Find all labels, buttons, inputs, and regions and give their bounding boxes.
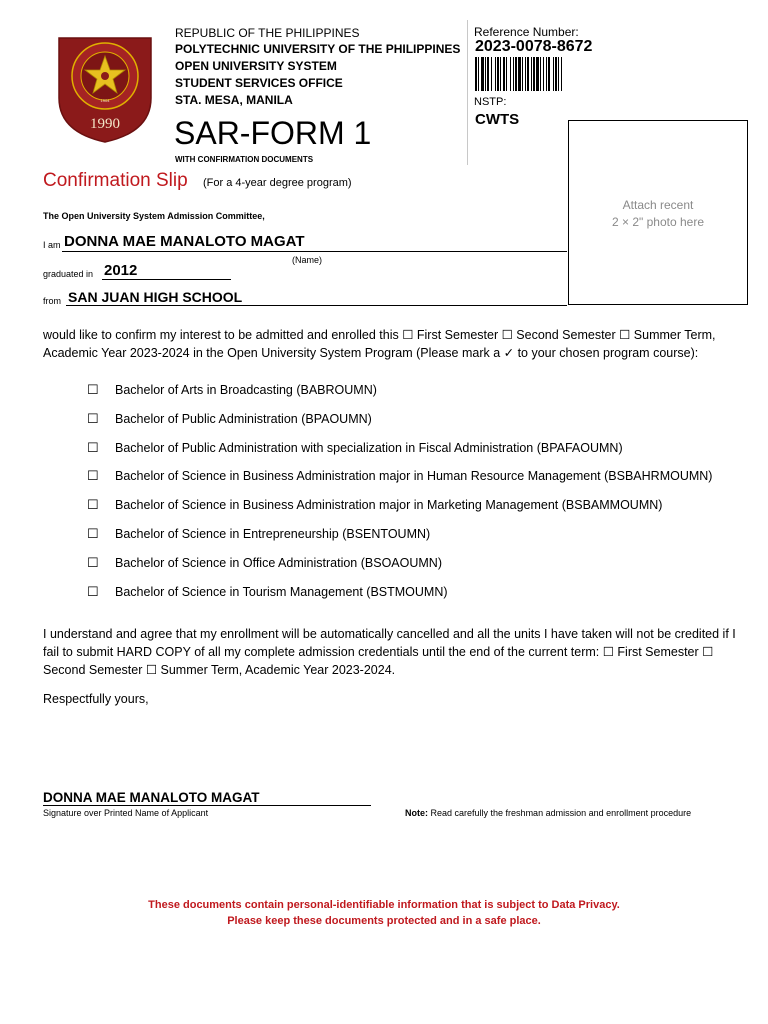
university-seal xyxy=(57,36,153,144)
name-caption: (Name) xyxy=(292,255,323,265)
note-text: Read carefully the freshman admission and enrollment procedure xyxy=(430,808,692,818)
barcode-bar xyxy=(518,57,521,91)
barcode-bar xyxy=(506,57,507,91)
procedure-note xyxy=(405,808,691,818)
barcode-bar xyxy=(555,57,557,91)
barcode-bar xyxy=(503,57,505,91)
course-label: Bachelor of Science in Entrepreneurship (BSENTOUMN) xyxy=(115,526,431,541)
course-option[interactable] xyxy=(87,582,757,611)
signature-name: DONNA MAE MANALOTO MAGAT xyxy=(43,790,260,805)
barcode-bar xyxy=(515,57,517,91)
confirmation-slip-title: Confirmation Slip xyxy=(43,170,188,191)
note-label: Note: xyxy=(405,808,428,818)
checkbox-icon[interactable]: ☐ xyxy=(87,439,99,455)
from-label: from xyxy=(43,296,61,306)
checkbox-icon[interactable]: ☐ xyxy=(87,382,99,397)
course-option[interactable] xyxy=(87,466,757,495)
course-option[interactable] xyxy=(87,495,757,524)
nstp-label: NSTP: xyxy=(474,96,507,108)
checkbox-icon[interactable]: ☐ xyxy=(87,525,99,541)
header-divider xyxy=(467,20,468,165)
barcode-bar xyxy=(487,57,489,91)
course-label: Bachelor of Science in Business Administration major in Marketing Management (BSBAMMOUMN) xyxy=(115,498,663,513)
signature-line xyxy=(43,805,371,806)
barcode-bar xyxy=(510,57,511,91)
photo-instruction-line2: 2 × 2" photo here xyxy=(612,215,704,229)
graduated-line xyxy=(102,279,231,280)
committee-salutation: The Open University System Admission Committee, xyxy=(43,211,265,221)
header-system: OPEN UNIVERSITY SYSTEM xyxy=(175,59,337,73)
course-label: Bachelor of Science in Tourism Management (BSTMOUMN) xyxy=(115,584,448,599)
course-option[interactable] xyxy=(87,438,757,467)
header-office: STUDENT SERVICES OFFICE xyxy=(175,76,343,90)
agreement-paragraph: I understand and agree that my enrollment will be automatically cancelled and all the units I have taken will not be credited if I fail to submit HARD COPY of all my complete admission credentials until the end of the current term: ☐ First Semester ☐ Second Semester ☐ Summer Term, Academic Year 2023-2024. xyxy=(43,627,736,677)
barcode-bar xyxy=(548,57,550,91)
barcode-bar xyxy=(497,57,499,91)
checkbox-icon[interactable]: ☐ xyxy=(87,583,99,599)
barcode-bar xyxy=(540,57,541,91)
barcode-bar xyxy=(553,57,554,91)
barcode-bar xyxy=(533,57,535,91)
course-label: Bachelor of Arts in Broadcasting (BABROUMN) xyxy=(115,383,377,397)
barcode-bar xyxy=(522,57,523,91)
barcode-bar xyxy=(500,57,501,91)
course-option[interactable] xyxy=(87,409,757,438)
form-title: SAR-FORM 1 xyxy=(174,115,372,151)
barcode-bar xyxy=(527,57,529,91)
signature-caption: Signature over Printed Name of Applicant xyxy=(43,808,209,818)
barcode-bar xyxy=(525,57,526,91)
reference-number: 2023-0078-8672 xyxy=(475,38,593,55)
privacy-notice-line1: These documents contain personal-identifiable information that is subject to Data Privacy. xyxy=(148,899,620,911)
checkbox-icon[interactable]: ☐ xyxy=(87,468,99,484)
photo-box[interactable] xyxy=(568,120,748,305)
course-label: Bachelor of Science in Business Administration major in Human Resource Management (BSBAHRMOUMN) xyxy=(115,469,713,484)
i-am-label: I am xyxy=(43,240,61,250)
applicant-name: DONNA MAE MANALOTO MAGAT xyxy=(64,233,305,250)
barcode-bar xyxy=(558,57,559,91)
course-list xyxy=(87,380,757,610)
barcode-bar xyxy=(475,57,477,91)
course-label: Bachelor of Public Administration (BPAOUMN) xyxy=(115,411,372,426)
course-label: Bachelor of Public Administration with specialization in Fiscal Administration (BPAFAOUMN) xyxy=(115,440,623,455)
form-subtitle: WITH CONFIRMATION DOCUMENTS xyxy=(175,155,314,164)
course-option[interactable] xyxy=(87,524,757,553)
course-option[interactable] xyxy=(87,380,757,409)
graduated-year: 2012 xyxy=(104,262,138,279)
school-name: SAN JUAN HIGH SCHOOL xyxy=(68,289,243,305)
barcode-bar xyxy=(478,57,479,91)
barcode-bar xyxy=(536,57,539,91)
name-line xyxy=(62,251,567,252)
header-country: REPUBLIC OF THE PHILIPPINES xyxy=(175,26,360,40)
barcode-bar xyxy=(485,57,486,91)
barcode-bar xyxy=(543,57,544,91)
checkbox-icon[interactable]: ☐ xyxy=(87,410,99,426)
barcode xyxy=(474,57,644,91)
photo-instruction-line1: Attach recent xyxy=(622,198,694,212)
svg-text:1904: 1904 xyxy=(100,98,110,103)
barcode-bar xyxy=(491,57,492,91)
confirmation-slip-note: (For a 4-year degree program) xyxy=(203,177,352,189)
barcode-bar xyxy=(495,57,496,91)
barcode-bar xyxy=(513,57,514,91)
seal-icon xyxy=(57,36,153,144)
nstp-value: CWTS xyxy=(475,111,520,128)
course-label: Bachelor of Science in Office Administration (BSOAOUMN) xyxy=(115,555,442,570)
barcode-bar xyxy=(546,57,547,91)
privacy-notice-line2: Please keep these documents protected and in a safe place. xyxy=(227,915,541,927)
course-option[interactable] xyxy=(87,553,757,582)
closing-text: Respectfully yours, xyxy=(43,692,149,706)
graduated-label: graduated in xyxy=(43,269,94,279)
reference-label: Reference Number: xyxy=(474,25,579,39)
header-university: POLYTECHNIC UNIVERSITY OF THE PHILIPPINES xyxy=(175,42,461,56)
barcode-bar xyxy=(481,57,484,91)
header-location: STA. MESA, MANILA xyxy=(175,93,293,107)
svg-text:1990: 1990 xyxy=(90,116,120,132)
barcode-bar xyxy=(561,57,562,91)
barcode-bar xyxy=(531,57,532,91)
checkbox-icon[interactable]: ☐ xyxy=(87,554,99,570)
school-line xyxy=(66,305,567,306)
checkbox-icon[interactable]: ☐ xyxy=(87,497,99,513)
intro-paragraph: would like to confirm my interest to be admitted and enrolled this ☐ First Semester ☐ Second Semester ☐ Summer Term, Academic Year 2023-2024 in the Open University System Program (Please mark a ✓ to your chosen program course): xyxy=(43,328,716,360)
